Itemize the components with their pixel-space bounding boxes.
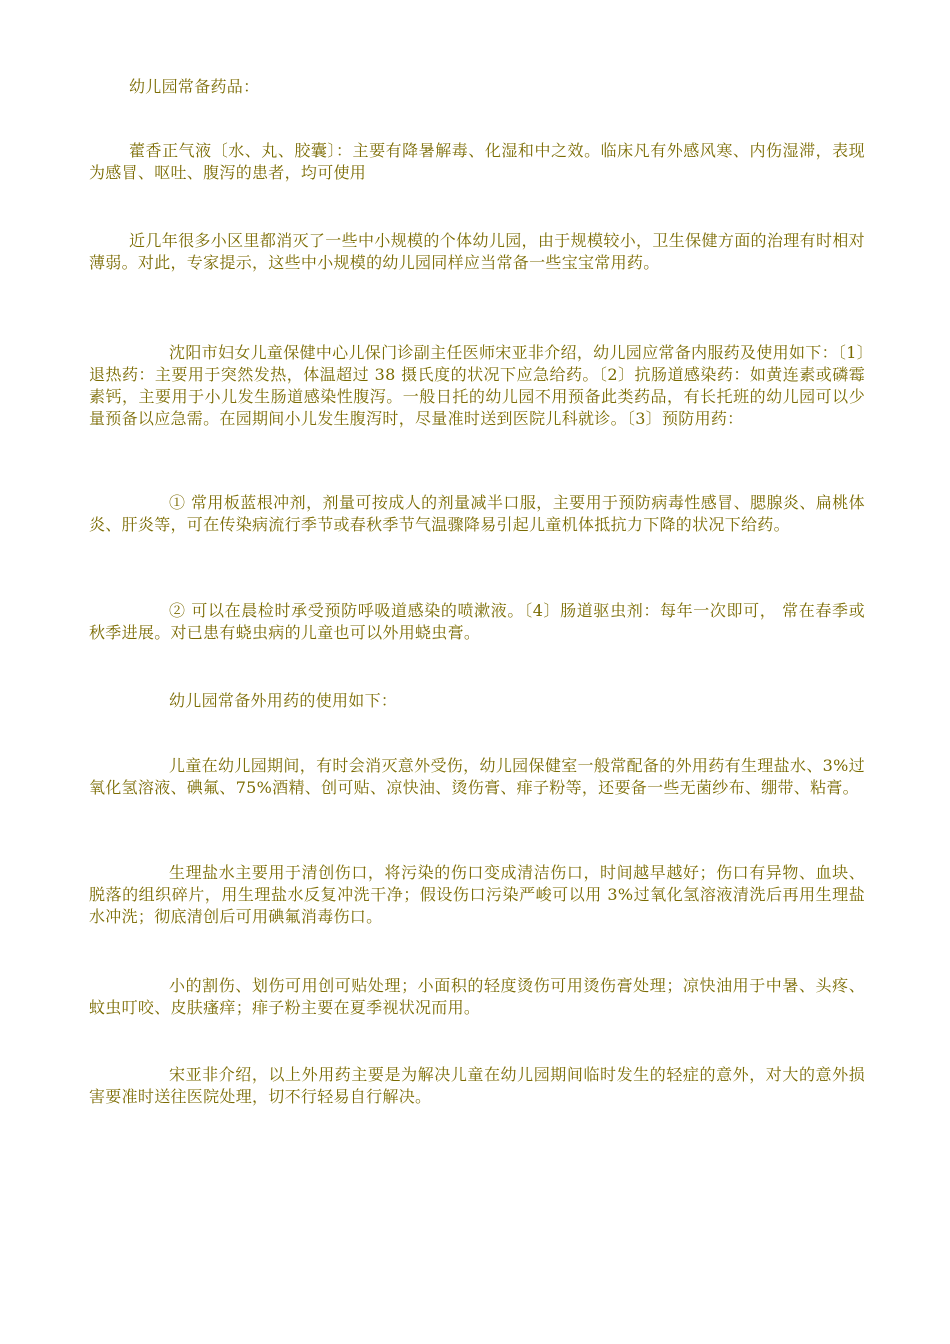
paragraph-huoxiang: 藿香正气液〔水、丸、胶囊〕：主要有降暑解毒、化湿和中之效。临床凡有外感风寒、内伤湿滞，表现为感冒、呕吐、腹泻的患者，均可使用 — [89, 141, 865, 182]
paragraph-external-heading: 幼儿园常备外用药的使用如下： — [169, 691, 398, 710]
paragraph-spray-deworming: ② 可以在晨检时承受预防呼吸道感染的喷漱液。〔4〕肠道驱虫剂：每年一次即可， 常在春季或秋季进展。对已患有蛲虫病的儿童也可以外用蛲虫膏。 — [89, 601, 865, 642]
document-heading: 幼儿园常备药品： — [129, 77, 260, 96]
paragraph-banlangen: ① 常用板蓝根冲剂，剂量可按成人的剂量减半口服，主要用于预防病毒性感冒、腮腺炎、扁桃体炎、肝炎等，可在传染病流行季节或春秋季节气温骤降易引起儿童机体抵抗力下降的状况下给药。 — [89, 493, 865, 534]
paragraph-external-list: 儿童在幼儿园期间，有时会消灭意外受伤，幼儿园保健室一般常配备的外用药有生理盐水、3%过氧化氢溶液、碘氟、75%酒精、创可贴、凉快油、烫伤膏、痱子粉等，还要备一些无菌纱布、绷带、粘膏。 — [89, 756, 865, 797]
paragraph-intro: 近几年很多小区里都消灭了一些中小规模的个体幼儿园，由于规模较小，卫生保健方面的治理有时相对薄弱。对此，专家提示，这些中小规模的幼儿园同样应当常备一些宝宝常用药。 — [89, 231, 865, 272]
paragraph-conclusion: 宋亚非介绍，以上外用药主要是为解决儿童在幼儿园期间临时发生的轻症的意外，对大的意外损害要准时送往医院处理，切不行轻易自行解决。 — [89, 1065, 865, 1106]
paragraph-minor-injuries: 小的割伤、划伤可用创可贴处理；小面积的轻度烫伤可用烫伤膏处理；凉快油用于中暑、头疼、蚊虫叮咬、皮肤瘙痒；痱子粉主要在夏季视状况而用。 — [89, 976, 865, 1017]
paragraph-oral-medicines: 沈阳市妇女儿童保健中心儿保门诊副主任医师宋亚非介绍，幼儿园应常备内服药及使用如下：〔1〕退热药：主要用于突然发热，体温超过 38 摄氏度的状况下应急给药。〔2〕抗肠道感染药：如黄连素或磷霉素钙，主要用于小儿发生肠道感染性腹泻。一般日托的幼儿园不用预备此类药品，有长托班的幼儿园可以少量预备以应急需。在园期间小儿发生腹泻时，尽量准时送到医院儿科就诊。〔3〕预防用药： — [89, 343, 865, 428]
paragraph-saline: 生理盐水主要用于清创伤口，将污染的伤口变成清洁伤口，时间越早越好；伤口有异物、血块、脱落的组织碎片，用生理盐水反复冲洗干净；假设伤口污染严峻可以用 3%过氧化氢溶液清洗后再用生理盐水冲洗；彻底清创后可用碘氟消毒伤口。 — [89, 863, 865, 926]
